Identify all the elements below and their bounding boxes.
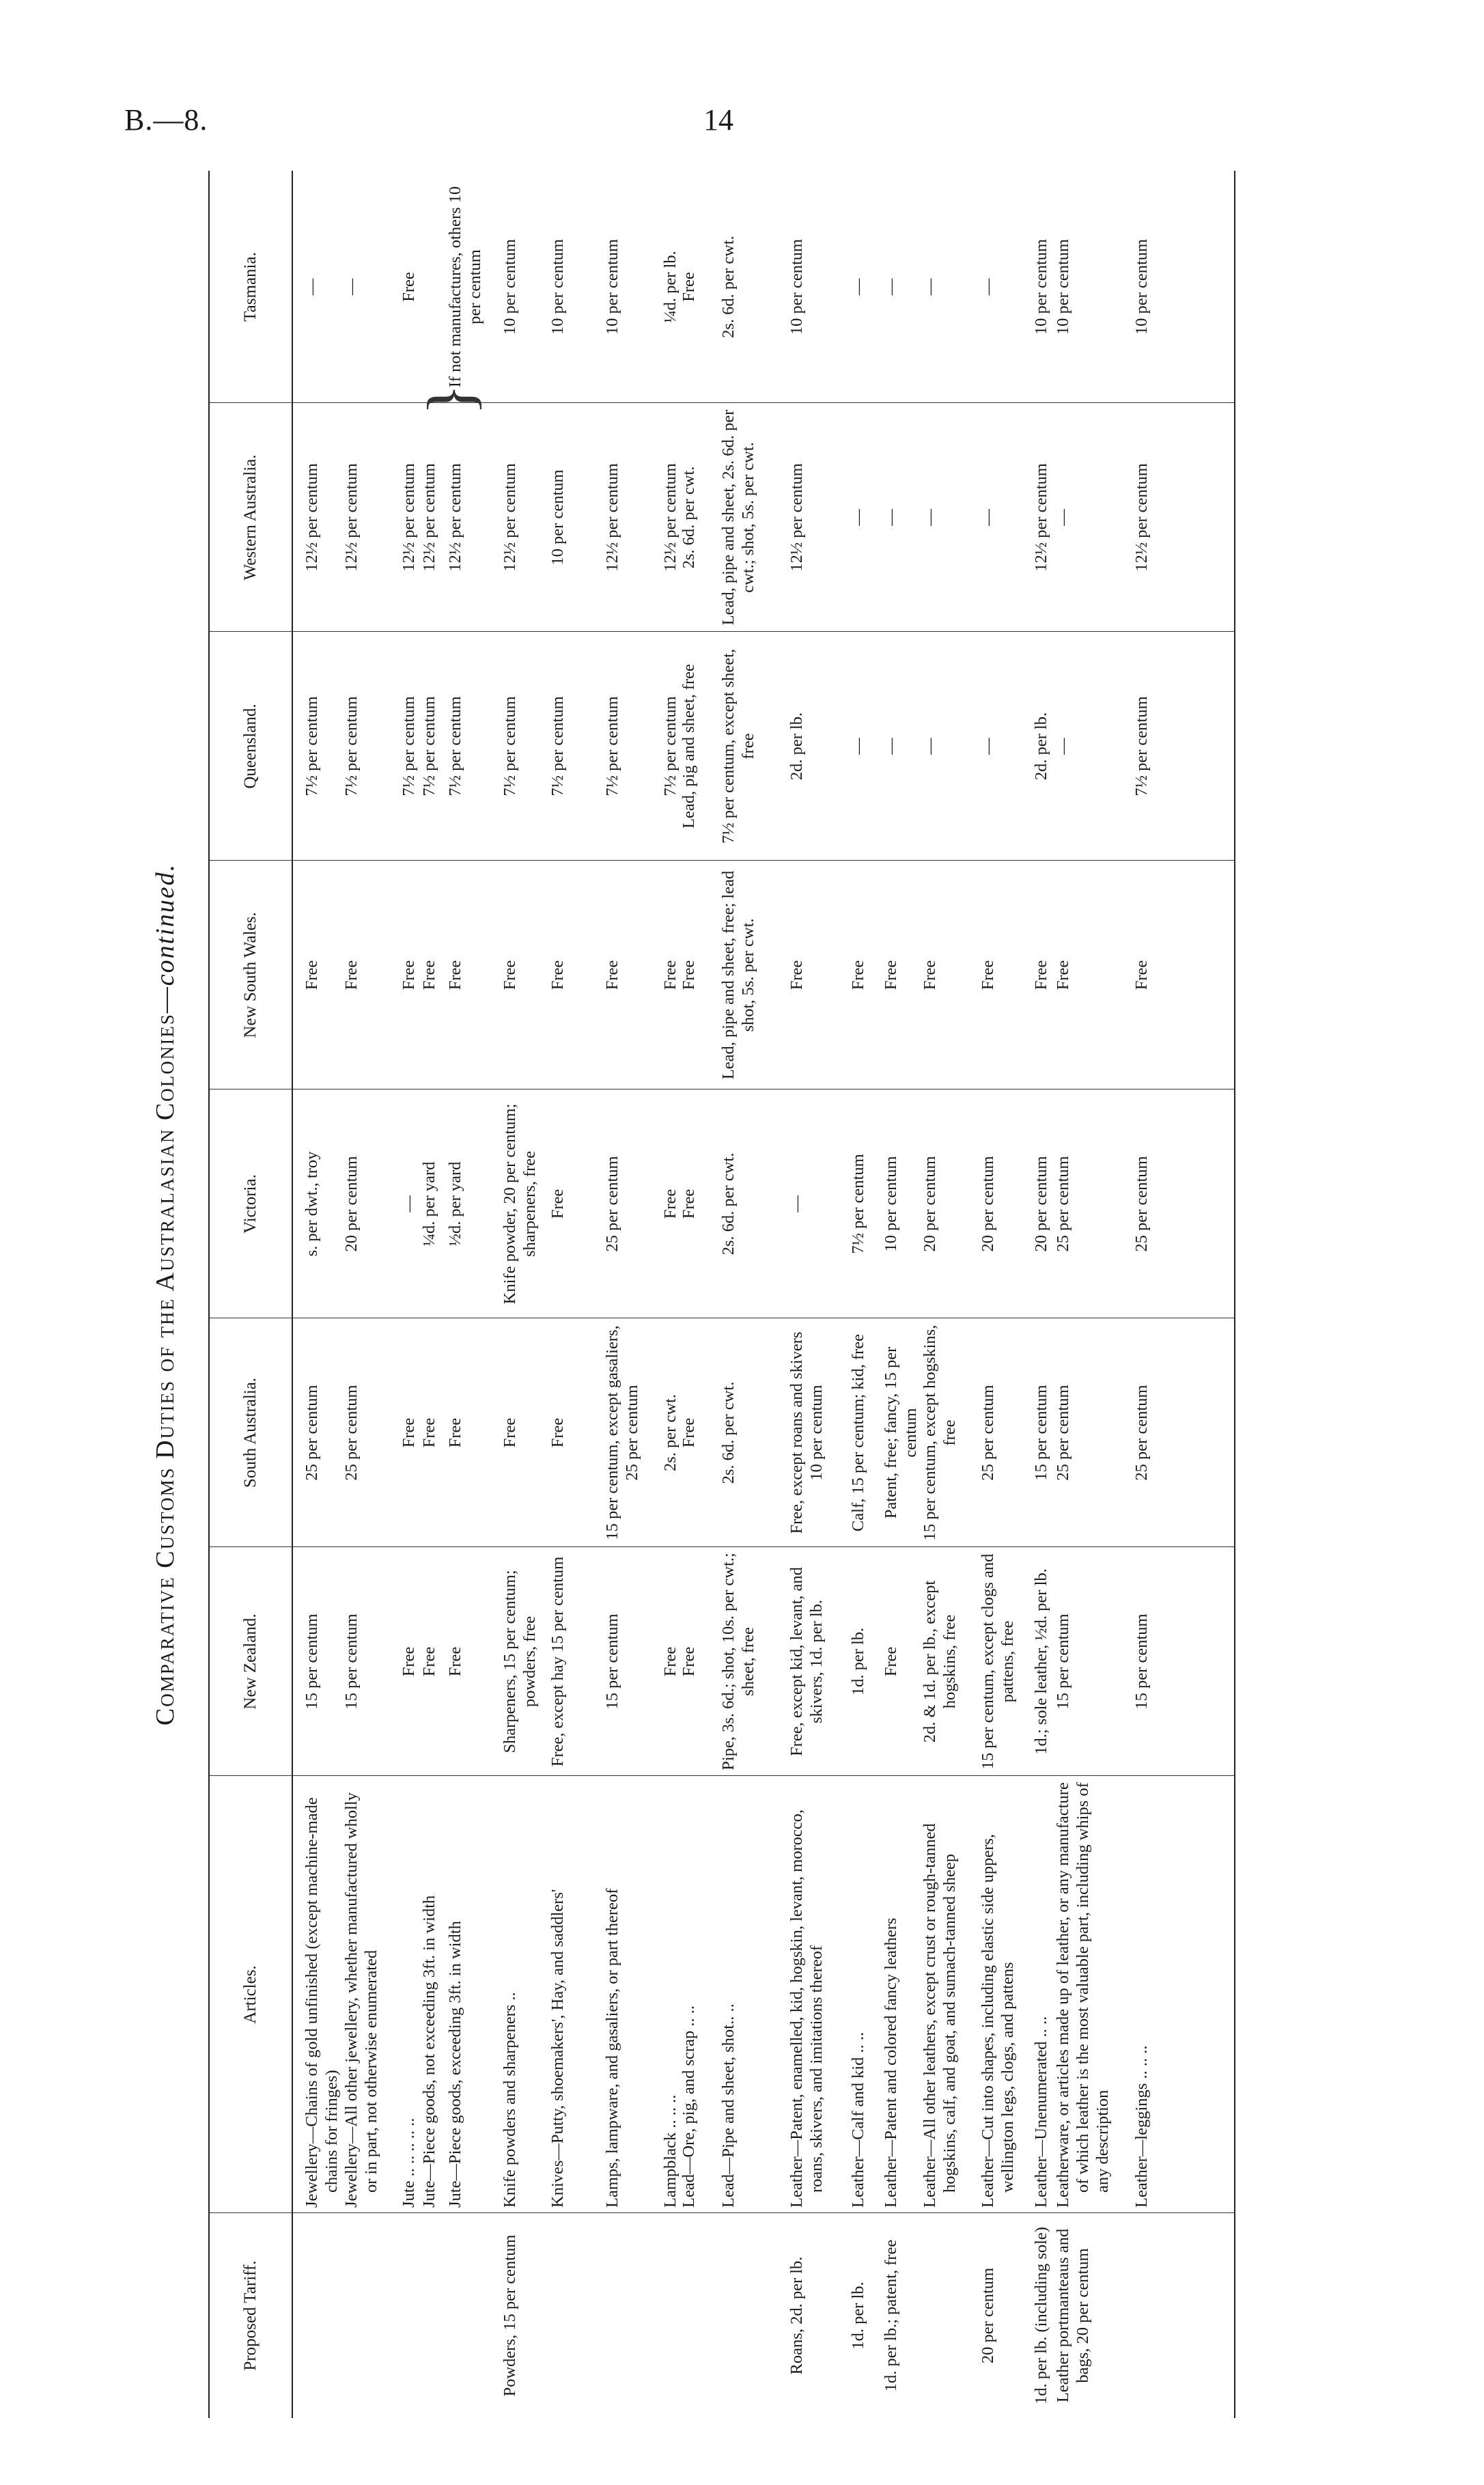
cell-south-australia: 15 per centum, except gasaliers, 25 per centum: [603, 1325, 641, 1540]
cell-article: Leather—Unenumerated .. ..: [1032, 2016, 1050, 2208]
cell-queensland: —: [882, 738, 900, 755]
cell-article: Lead—Pipe and sheet, shot.. ..: [719, 2003, 738, 2208]
cell-victoria: Knife powder, 20 per centum; sharpeners, free: [501, 1103, 539, 1305]
header-tasmania: Tasmania.: [241, 252, 260, 322]
cell-western-australia: 12½ per centum: [1132, 463, 1151, 572]
cell-south-australia: Calf, 15 per centum; kid, free: [849, 1333, 867, 1532]
cell-proposed-tariff: Powders, 15 per centum: [501, 2234, 519, 2397]
duties-table: [208, 171, 1235, 2418]
cell-article: Leather—All other leathers, except crust or rough-tanned hogskins, calf, and goat, and sumach-tanned sheep: [921, 1823, 959, 2208]
table-caption: [150, 171, 198, 2418]
cell-new-south-wales: Free: [921, 960, 939, 990]
cell-article: Jute—Piece goods, exceeding 3ft. in width: [446, 1921, 464, 2208]
cell-new-south-wales: Lead, pipe and sheet, free; lead shot, 5s. per cwt.: [719, 870, 757, 1080]
cell-south-australia: Free: [400, 1417, 418, 1448]
cell-new-zealand: Free: [400, 1646, 418, 1677]
cell-tasmania: Free: [680, 272, 698, 302]
cell-new-zealand: Free: [446, 1646, 464, 1677]
cell-western-australia: —: [882, 509, 900, 526]
cell-tasmania: —: [979, 278, 997, 296]
cell-new-zealand: 2d. & 1d. per lb., except hogskins, free: [921, 1580, 959, 1743]
caption-title: Comparative Customs Duties of the Australasian Colonies—: [151, 986, 180, 1726]
cell-queensland: 7½ per centum: [446, 696, 464, 796]
cell-victoria: Free: [680, 1189, 698, 1219]
cell-south-australia: Free, except roans and skivers 10 per centum: [787, 1331, 826, 1534]
cell-western-australia: 12½ per centum: [501, 463, 519, 572]
cell-proposed-tariff: 20 per centum: [979, 2267, 997, 2364]
cell-tasmania: ¼d. per lb.: [661, 251, 680, 323]
cell-victoria: Free: [661, 1189, 680, 1219]
cell-tasmania: —: [921, 278, 939, 296]
header-new-south-wales: New South Wales.: [241, 912, 260, 1038]
cell-new-zealand: Pipe, 3s. 6d.; shot, 10s. per cwt.; sheet, free: [719, 1553, 757, 1771]
cell-new-zealand: Free: [661, 1646, 680, 1677]
cell-proposed-tariff: 1d. per lb.; patent, free: [882, 2239, 900, 2392]
cell-queensland: 7½ per centum, except sheet, free: [719, 648, 757, 844]
cell-queensland: —: [979, 738, 997, 755]
cell-victoria: Free: [548, 1189, 567, 1219]
header-south-australia: South Australia.: [241, 1377, 260, 1488]
cell-western-australia: 12½ per centum: [446, 463, 464, 572]
cell-tasmania: —: [882, 278, 900, 296]
cell-article: Leather—leggings .. .. ..: [1132, 2045, 1151, 2208]
cell-queensland: 7½ per centum: [501, 696, 519, 796]
cell-south-australia: Free: [420, 1417, 438, 1448]
cell-tasmania: Free: [400, 272, 418, 302]
cell-tasmania: 10 per centum: [1132, 238, 1151, 335]
cell-victoria: 20 per centum: [979, 1156, 997, 1252]
cell-proposed-tariff: Roans, 2d. per lb.: [787, 2256, 806, 2375]
cell-victoria: 20 per centum: [1032, 1156, 1050, 1252]
cell-new-south-wales: Free: [882, 960, 900, 990]
header-proposed-tariff: Proposed Tariff.: [241, 2260, 260, 2371]
cell-article: Leather—Calf and kid .. ..: [849, 2031, 867, 2208]
cell-new-zealand: 15 per centum: [1054, 1613, 1072, 1710]
cell-western-australia: 12½ per centum: [787, 463, 806, 572]
cell-article: Leather—Cut into shapes, including elastic side uppers, wellington legs, clogs, and pattens: [979, 1833, 1017, 2208]
cell-western-australia: 2s. 6d. per cwt.: [680, 466, 698, 569]
cell-new-south-wales: Free: [303, 960, 321, 990]
cell-western-australia: 12½ per centum: [342, 463, 361, 572]
cell-new-south-wales: Free: [342, 960, 361, 990]
cell-tasmania: —: [342, 278, 361, 296]
cell-article: Lead—Ore, pig, and scrap .. ..: [680, 2005, 698, 2208]
cell-western-australia: 12½ per centum: [420, 463, 438, 572]
cell-article: Jute—Piece goods, not exceeding 3ft. in width: [420, 1895, 438, 2208]
cell-victoria: ¼d. per yard: [420, 1161, 438, 1247]
cell-queensland: 7½ per centum: [420, 696, 438, 796]
cell-queensland: 7½ per centum: [661, 696, 680, 796]
cell-south-australia: Patent, free; fancy, 15 per centum: [882, 1346, 920, 1519]
cell-western-australia: 10 per centum: [548, 469, 567, 566]
page-reference: B.—8.: [124, 103, 208, 137]
table-header-row: [210, 171, 293, 2418]
cell-south-australia: Free: [680, 1417, 698, 1448]
cell-new-zealand: Free, except kid, levant, and skivers, 1d. per lb.: [787, 1567, 826, 1756]
cell-new-south-wales: Free: [603, 960, 621, 990]
cell-new-south-wales: Free: [849, 960, 867, 990]
page-number: 14: [703, 103, 733, 137]
cell-tasmania: If not manufactures, others 10 per centum: [446, 186, 484, 388]
cell-new-south-wales: Free: [1032, 960, 1050, 990]
cell-queensland: —: [849, 738, 867, 755]
cell-victoria: —: [400, 1195, 418, 1212]
cell-south-australia: Free: [548, 1417, 567, 1448]
cell-tasmania: —: [303, 278, 321, 296]
cell-south-australia: Free: [501, 1417, 519, 1448]
cell-south-australia: 2s. 6d. per cwt.: [719, 1381, 738, 1484]
cell-queensland: —: [921, 738, 939, 755]
cell-article: Leather—Patent and colored fancy leathers: [882, 1917, 900, 2208]
cell-article: Lamps, lampware, and gasaliers, or part thereof: [603, 1888, 621, 2208]
cell-victoria: 25 per centum: [603, 1156, 621, 1252]
cell-queensland: 2d. per lb.: [1032, 712, 1050, 781]
cell-new-south-wales: Free: [1054, 960, 1072, 990]
cell-victoria: 20 per centum: [342, 1156, 361, 1252]
table-body: [302, 171, 1231, 2418]
cell-new-zealand: 15 per centum: [603, 1613, 621, 1710]
cell-western-australia: 12½ per centum: [1032, 463, 1050, 572]
cell-south-australia: 25 per centum: [1132, 1385, 1151, 1481]
cell-article: Jewellery—Chains of gold unfinished (except machine-made chains for fringes): [303, 1797, 341, 2208]
cell-victoria: 25 per centum: [1132, 1156, 1151, 1252]
cell-new-zealand: 15 per centum: [303, 1613, 321, 1710]
cell-new-south-wales: Free: [979, 960, 997, 990]
cell-new-south-wales: Free: [1132, 960, 1151, 990]
header-queensland: Queensland.: [241, 704, 260, 789]
cell-new-zealand: Free: [680, 1646, 698, 1677]
cell-proposed-tariff: 1d. per lb. (including sole): [1032, 2227, 1050, 2404]
cell-south-australia: 15 per centum, except hogskins, free: [921, 1324, 959, 1541]
cell-new-south-wales: Free: [420, 960, 438, 990]
cell-article: Knife powders and sharpeners ..: [501, 1992, 519, 2208]
cell-tasmania: 10 per centum: [548, 238, 567, 335]
cell-queensland: 2d. per lb.: [787, 712, 806, 781]
cell-new-south-wales: Free: [680, 960, 698, 990]
brace-glyph: }: [414, 383, 487, 415]
cell-western-australia: —: [979, 509, 997, 526]
header-western-australia: Western Australia.: [241, 454, 260, 581]
cell-tasmania: 10 per centum: [1032, 238, 1050, 335]
cell-south-australia: 25 per centum: [979, 1385, 997, 1481]
cell-western-australia: 12½ per centum: [303, 463, 321, 572]
rotated-table-region: [150, 171, 1240, 2418]
cell-tasmania: —: [849, 278, 867, 296]
cell-victoria: 20 per centum: [921, 1156, 939, 1252]
cell-queensland: 7½ per centum: [303, 696, 321, 796]
cell-queensland: Lead, pig and sheet, free: [680, 664, 698, 829]
cell-western-australia: 12½ per centum: [661, 463, 680, 572]
cell-article: Leather—Patent, enamelled, kid, hogskin, levant, morocco, roans, skivers, and imitations thereof: [787, 1809, 826, 2208]
cell-new-zealand: Free, except hay 15 per centum: [548, 1556, 567, 1767]
cell-queensland: 7½ per centum: [342, 696, 361, 796]
cell-new-zealand: 15 per centum: [1132, 1613, 1151, 1710]
cell-new-south-wales: Free: [400, 960, 418, 990]
cell-article: Jute .. .. .. .. ..: [400, 2118, 418, 2208]
cell-western-australia: 12½ per centum: [400, 463, 418, 572]
cell-proposed-tariff: Leather portmanteaus and bags, 20 per centum: [1054, 2228, 1092, 2403]
cell-new-zealand: 15 per centum: [342, 1613, 361, 1710]
caption-continued: continued.: [151, 863, 180, 986]
cell-south-australia: 15 per centum: [1032, 1385, 1050, 1481]
cell-new-south-wales: Free: [787, 960, 806, 990]
cell-south-australia: 25 per centum: [342, 1385, 361, 1481]
cell-queensland: 7½ per centum: [400, 696, 418, 796]
cell-new-south-wales: Free: [501, 960, 519, 990]
cell-article: Lampblack .. .. ..: [661, 2094, 680, 2208]
cell-victoria: 25 per centum: [1054, 1156, 1072, 1252]
cell-south-australia: 25 per centum: [1054, 1385, 1072, 1481]
cell-new-zealand: 1d. per lb.: [849, 1627, 867, 1696]
cell-victoria: ½d. per yard: [446, 1161, 464, 1247]
cell-article: Leatherware, or articles made up of leather, or any manufacture of which leather is the most valuable part, including whips of any description: [1054, 1782, 1112, 2208]
cell-tasmania: 2s. 6d. per cwt.: [719, 236, 738, 338]
cell-new-zealand: Free: [420, 1646, 438, 1677]
cell-queensland: 7½ per centum: [1132, 696, 1151, 796]
cell-western-australia: —: [849, 509, 867, 526]
cell-south-australia: Free: [446, 1417, 464, 1448]
cell-tasmania: 10 per centum: [603, 238, 621, 335]
cell-victoria: s. per dwt., troy: [303, 1151, 321, 1257]
cell-new-south-wales: Free: [446, 960, 464, 990]
cell-tasmania: 10 per centum: [1054, 238, 1072, 335]
cell-proposed-tariff: 1d. per lb.: [849, 2281, 867, 2350]
header-articles: Articles.: [241, 1965, 260, 2024]
cell-victoria: 7½ per centum: [849, 1154, 867, 1254]
cell-western-australia: —: [1054, 509, 1072, 526]
cell-new-zealand: 1d.; sole leather, ½d. per lb.: [1032, 1568, 1050, 1755]
cell-new-zealand: Sharpeners, 15 per centum; powders, free: [501, 1570, 539, 1753]
cell-queensland: —: [1054, 738, 1072, 755]
cell-new-zealand: 15 per centum, except clogs and pattens, free: [979, 1553, 1017, 1770]
cell-new-zealand: Free: [882, 1646, 900, 1677]
cell-south-australia: 25 per centum: [303, 1385, 321, 1481]
header-victoria: Victoria.: [241, 1174, 260, 1234]
cell-queensland: 7½ per centum: [548, 696, 567, 796]
cell-tasmania: 10 per centum: [787, 238, 806, 335]
cell-south-australia: 2s. per cwt.: [661, 1394, 680, 1471]
cell-victoria: 2s. 6d. per cwt.: [719, 1152, 738, 1255]
cell-article: Jewellery—All other jewellery, whether manufactured wholly or in part, not otherwise enumerated: [342, 1792, 380, 2208]
cell-western-australia: —: [921, 509, 939, 526]
header-new-zealand: New Zealand.: [241, 1613, 260, 1710]
cell-western-australia: 12½ per centum: [603, 463, 621, 572]
cell-victoria: —: [787, 1195, 806, 1212]
cell-article: Knives—Putty, shoemakers', Hay, and saddlers': [548, 1889, 567, 2208]
cell-new-south-wales: Free: [661, 960, 680, 990]
cell-new-south-wales: Free: [548, 960, 567, 990]
cell-queensland: 7½ per centum: [603, 696, 621, 796]
cell-victoria: 10 per centum: [882, 1156, 900, 1252]
cell-tasmania: 10 per centum: [501, 238, 519, 335]
cell-western-australia: Lead, pipe and sheet, 2s. 6d. per cwt.; shot, 5s. per cwt.: [719, 409, 757, 626]
